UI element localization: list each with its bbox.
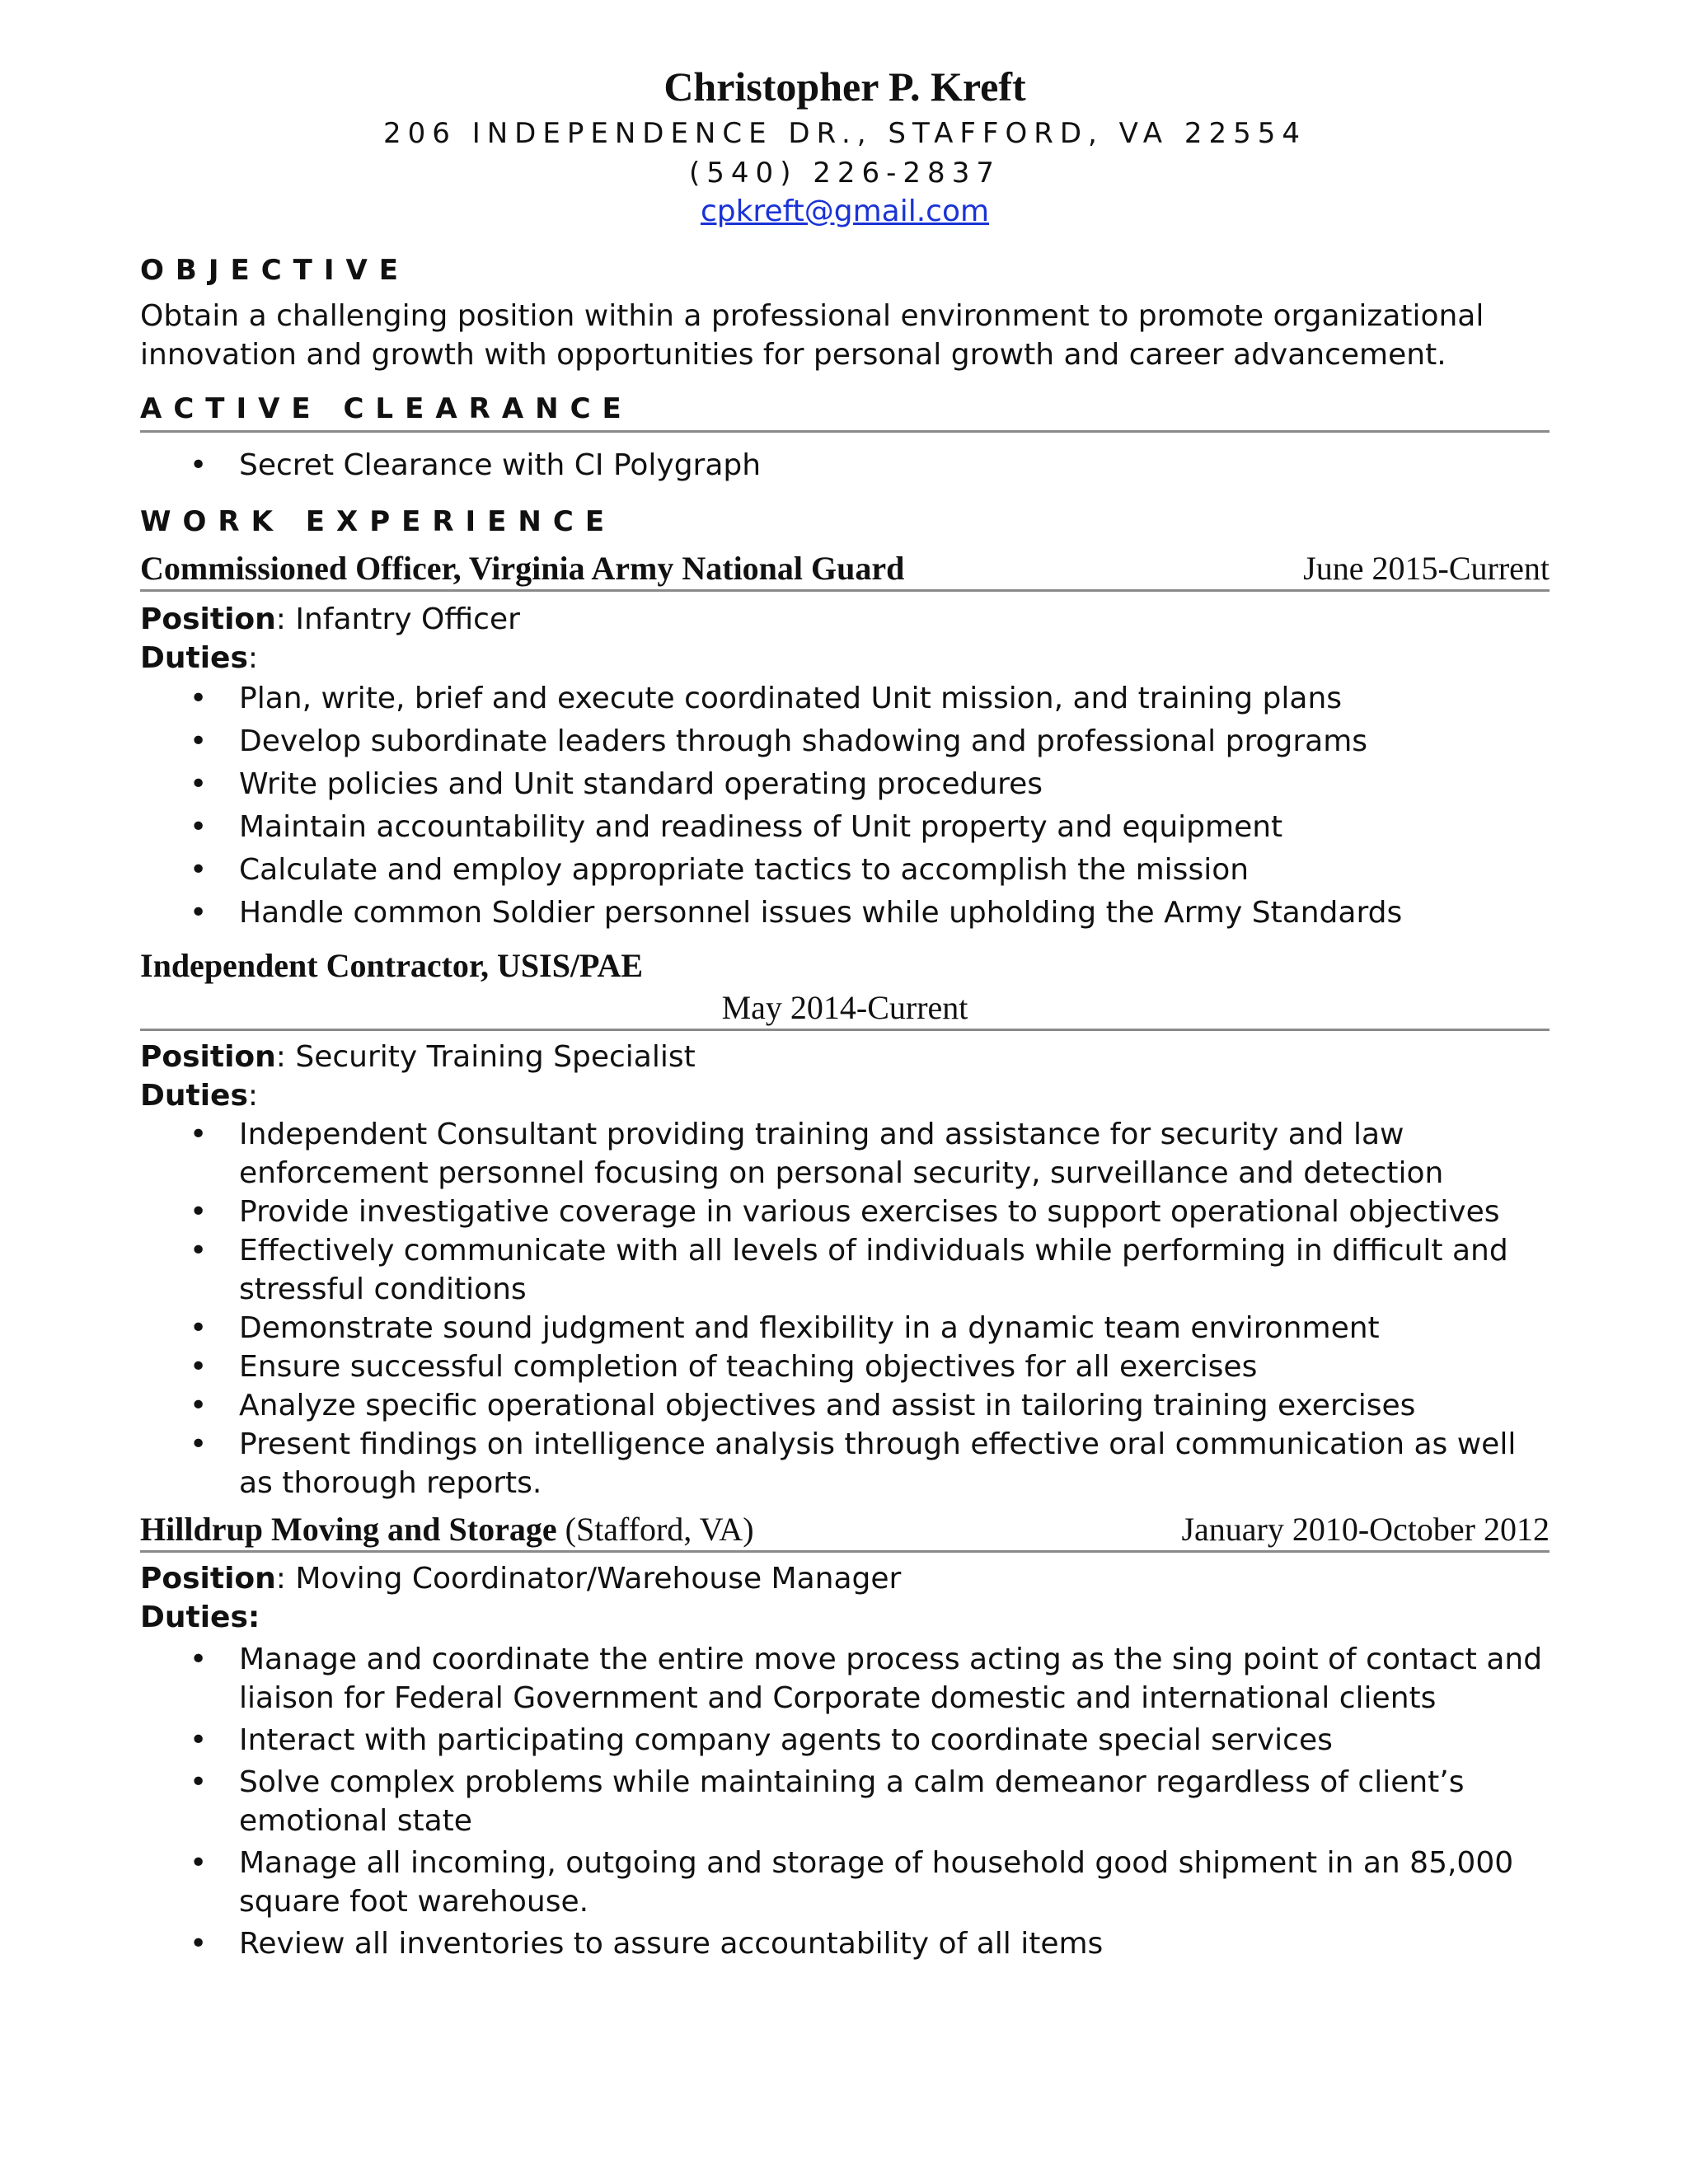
duties-line: Duties:: [140, 1079, 259, 1113]
list-item: • Provide investigative coverage in various exercises to support operational objectives: [140, 1193, 1550, 1231]
job-position-line: Position: Moving Coordinator/Warehouse Manager: [140, 1562, 902, 1596]
clearance-list: [140, 444, 1550, 487]
clearance-heading: ACTIVE CLEARANCE: [140, 391, 1550, 433]
job-header-1: [140, 548, 1550, 592]
duties-list-2: [140, 1115, 1550, 1502]
list-item: • Plan, write, brief and execute coordinated Unit mission, and training plans: [140, 677, 1550, 720]
job-position: Moving Coordinator/Warehouse Manager: [295, 1562, 902, 1596]
list-item: • Review all inventories to assure accountability of all items: [140, 1924, 1550, 1963]
list-item: • Manage all incoming, outgoing and storage of household good shipment in an 85,000 square foot warehouse.: [140, 1844, 1550, 1921]
list-item: • Calculate and employ appropriate tactics to accomplish the mission: [140, 849, 1550, 892]
address: 206 INDEPENDENCE DR., STAFFORD, VA 22554: [383, 117, 1306, 150]
job-dates-2: May 2014-Current: [140, 987, 1550, 1031]
list-item: • Ensure successful completion of teaching objectives for all exercises: [140, 1347, 1550, 1386]
job-org: Hilldrup Moving and Storage: [140, 1511, 557, 1548]
job-location: (Stafford, VA): [565, 1511, 754, 1548]
work-heading: WORK EXPERIENCE: [140, 505, 617, 538]
job-header-3: [140, 1509, 1550, 1553]
duties-list-1: [140, 677, 1550, 935]
job-position-line: Position: Security Training Specialist: [140, 1040, 696, 1074]
resume-content: [140, 59, 1550, 1963]
position-label: Position: [140, 1040, 276, 1074]
position-label: Position: [140, 602, 276, 636]
list-item: • Present findings on intelligence analysis through effective oral communication as well as thorough reports.: [140, 1425, 1550, 1502]
job-org: Commissioned Officer, Virginia Army National Guard: [140, 550, 905, 587]
job-position: Security Training Specialist: [295, 1040, 696, 1074]
duties-line: [140, 1598, 1550, 1637]
position-label: Position: [140, 1562, 276, 1596]
duties-label: Duties:: [140, 1601, 260, 1634]
duties-line: Duties:: [140, 641, 259, 675]
duties-list-3: [140, 1640, 1550, 1963]
email-link[interactable]: cpkreft@gmail.com: [700, 194, 990, 228]
duties-label: Duties: [140, 1079, 248, 1113]
phone: (540) 226-2837: [689, 157, 1001, 190]
job-dates: January 2010-October 2012: [1181, 1511, 1550, 1548]
list-item: • Write policies and Unit standard operating procedures: [140, 763, 1550, 806]
list-item: • Interact with participating company agents to coordinate special services: [140, 1721, 1550, 1760]
list-item: • Analyze specific operational objectives and assist in tailoring training exercises: [140, 1386, 1550, 1425]
list-item: • Solve complex problems while maintaining a calm demeanor regardless of client’s emotional state: [140, 1763, 1550, 1840]
duties-label: Duties: [140, 641, 248, 675]
objective-heading: OBJECTIVE: [140, 254, 410, 287]
list-item: • Secret Clearance with CI Polygraph: [140, 444, 1550, 487]
list-item: • Develop subordinate leaders through shadowing and professional programs: [140, 720, 1550, 763]
list-item: • Independent Consultant providing training and assistance for security and law enforcement personnel focusing on personal security, surveillance and detection: [140, 1115, 1550, 1193]
job-org-2: Independent Contractor, USIS/PAE: [140, 947, 644, 984]
list-item: • Maintain accountability and readiness of Unit property and equipment: [140, 806, 1550, 849]
candidate-name: Christopher P. Kreft: [663, 63, 1026, 110]
objective-text: Obtain a challenging position within a professional environment to promote organizational innovation and growth with opportunities for personal growth and career advancement.: [140, 299, 1484, 372]
list-item: • Demonstrate sound judgment and flexibility in a dynamic team environment: [140, 1309, 1550, 1347]
email-line: [140, 193, 1550, 231]
job-position: Infantry Officer: [295, 602, 520, 636]
job-dates: June 2015-Current: [1303, 550, 1550, 587]
list-item: • Handle common Soldier personnel issues while upholding the Army Standards: [140, 892, 1550, 935]
list-item: • Effectively communicate with all levels of individuals while performing in difficult and stressful conditions: [140, 1231, 1550, 1309]
job-position-line: Position: Infantry Officer: [140, 602, 520, 636]
list-item: • Manage and coordinate the entire move process acting as the sing point of contact and liaison for Federal Government and Corporate domestic and international clients: [140, 1640, 1550, 1718]
